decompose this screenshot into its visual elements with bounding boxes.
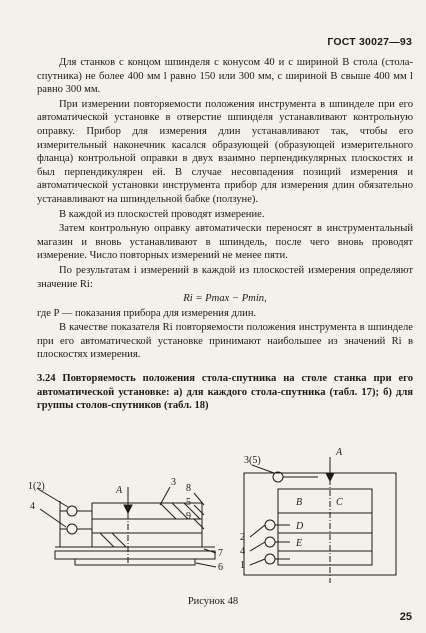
figure-caption: Рисунок 48 [187,596,239,607]
point-label: C [336,497,343,508]
callout-label: 7 [218,548,223,559]
callout-label: 6 [218,562,223,573]
callout-label: 1 [240,560,245,571]
body-text [37,56,413,413]
callout-label: 3(5) [244,455,261,466]
indicator-head [265,554,275,564]
page-number: 25 [399,611,412,623]
standard-header: ГОСТ 30027—93 [327,36,412,48]
table-guide [75,559,195,565]
view-arrow-label: A [336,447,343,458]
figure-48-drawing [0,443,426,593]
callout-label: 8 [186,483,191,494]
machine-table [55,551,215,559]
paragraph: По результатам i измерений в каждой из плоскостей измерения определяют значение Ri: [37,264,413,290]
callout-label: 4 [30,501,35,512]
paragraph: В каждой из плоскостей проводят измерение. [59,208,265,220]
pallet [92,503,202,547]
right-view [240,447,396,583]
callout-label: 9 [186,511,191,522]
indicator-head [67,506,77,516]
formula: Ri = Pmax − Pmin, [183,293,267,305]
callout-label: 4 [240,546,245,557]
callout-label: 3 [171,477,176,488]
point-label: E [296,538,303,549]
pallet-plan [244,473,396,575]
point-label: D [296,521,304,532]
paragraph: При измерении повторяемости положения инструмента в шпинделе при его автоматической установке в отверстие шпинделя устанавливают контрольную оправку. Прибор для измерения длин устанавливают так, чтобы его измерительный наконечник касался образующей (образующей измерительного фланца) контрольной оправки в двух взаимно перпендикулярных плоскостях и был перпендикулярен ей. В случае несовпадения позиций измерения и автоматической установки инструмента прибор для измерения длин обязательно устанавливают на шпиндельной бабке (ползуне). [37,98,413,205]
callout-label: 5 [186,497,191,508]
paragraph: В качестве показателя Ri повторяемости положения инструмента в шпинделе при его автоматической установке принимают наибольшее из значений Ri в плоскостях измерения. [37,322,413,361]
view-arrow-label: A [116,485,123,496]
paragraph: Для станков с концом шпинделя с конусом 40 и с шириной B стола (стола-спутника) не более 400 мм l равно 150 или 300 мм, с шириной B свыше 400 мм l равно 300 мм. [37,57,413,96]
indicator-head [265,520,275,530]
callout-label: 1(2) [28,481,45,492]
indicator-head [265,537,275,547]
point-label: B [296,497,303,508]
formula-legend: где P — показания прибора для измерения длин. [37,307,257,319]
left-view [28,477,223,573]
callout-label: 2 [240,532,245,543]
indicator-head [67,524,77,534]
section-heading: 3.24 Повторяемость положения стола-спутника на столе станка при его автоматической установке: а) для каждого стола-спутника (табл. 17); б) для группы столов-спутников (табл. 18) [37,373,413,412]
paragraph: Затем контрольную оправку автоматически переносят в инструментальный магазин и вновь устанавливают в шпиндель, после чего вновь проводят измерение. Число повторных измерений не менее пяти. [37,223,413,262]
